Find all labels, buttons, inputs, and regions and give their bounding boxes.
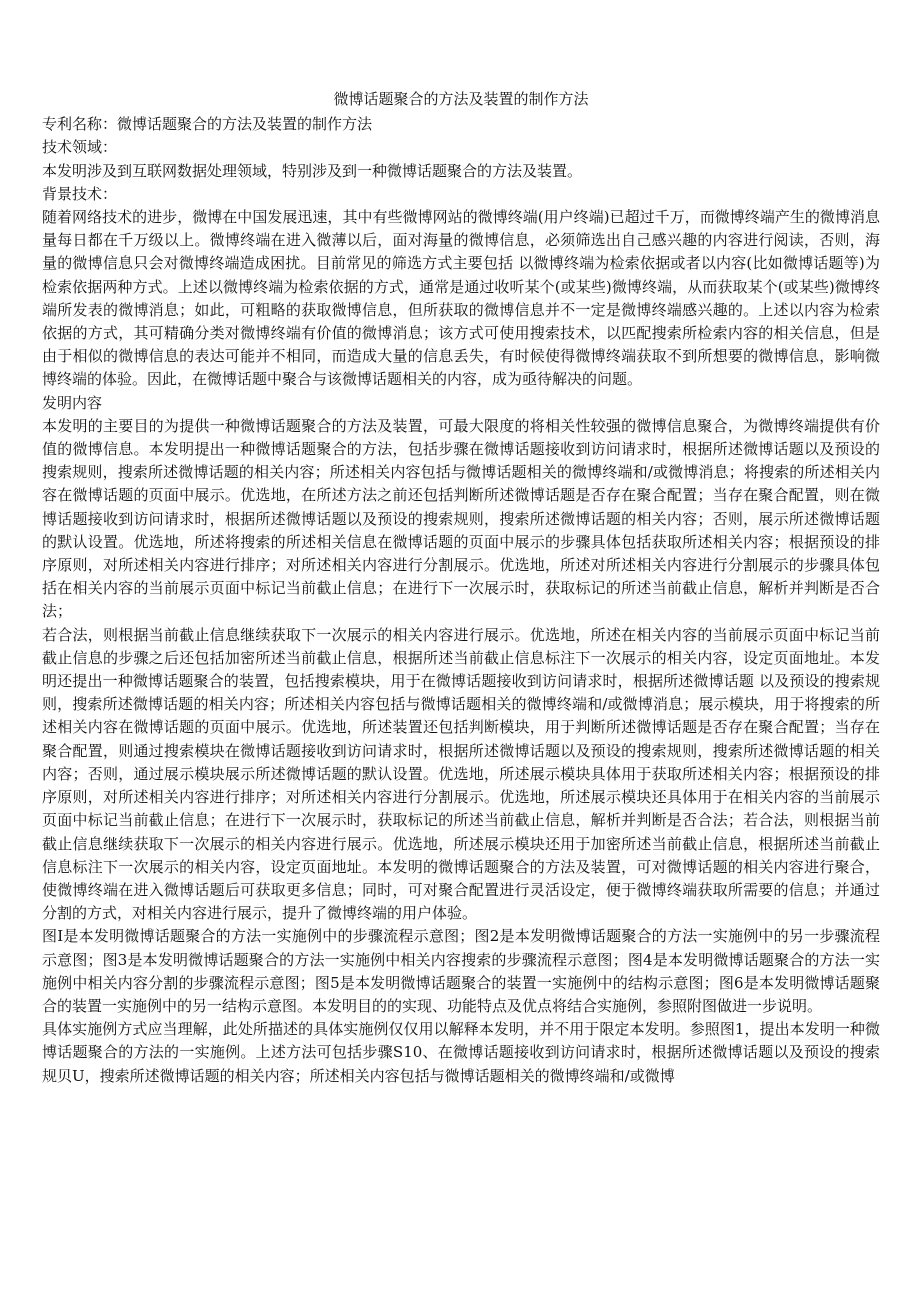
background-paragraph: 随着网络技术的进步，微博在中国发展迅速，其中有些微博网站的微博终端(用户终端)已超过千万，而微博终端产生的微博消息量每日都在千万级以上。微博终端在进入微薄以后，面对海量的微博信息，必须筛选出自己感兴趣的内容进行阅读，否则，海量的微博信息只会对微博终端造成困扰。目前常见的筛选方式主要包括 以微博终端为检索依据或者以内容(比如微博话题等)为检索依据两种方式。上述以微博终端为检索依据的方式，通常是通过收听某个(或某些)微博终端，从而获取某个(或某些)微博终端所发表的微博消息；如此，可粗略的获取微博信息，但所获取的微博信息并不一定是微博终端感兴趣的。上述以内容为检索依据的方式，其可精确分类对微博终端有价值的微博消息；该方式可使用搜索技术，以匹配搜索所检索内容的相关信息，但是由于相似的微博信息的表达可能并不相同，而造成大量的信息丢失，有时候使得微博终端获取不到所想要的微博信息，影响微博终端的体验。因此，在微博话题中聚合与该微博话题相关的内容，成为亟待解决的问题。 <box>42 208 880 389</box>
section-heading-tech-field: 技术领域： <box>42 138 118 157</box>
invention-paragraph-1: 本发明的主要目的为提供一种微博话题聚合的方法及装置，可最大限度的将相关性较强的微博信息聚合，为微博终端提供有价值的微博信息。本发明提出一种微博话题聚合的方法，包括步骤在微博话题接收到访问请求时，根据所述微博话题以及预设的搜索规则，搜索所述微博话题的相关内容；所述相关内容包括与微博话题相关的微博终端和/或微博消息；将搜索的所述相关内容在微博话题的页面中展示。优选地，在所述方法之前还包括判断所述微博话题是否存在聚合配置；当存在聚合配置，则在微博话题接收到访问请求时，根据所述微博话题以及预设的搜索规则，搜索所述微博话题的相关内容；否则，展示所述微博话题的默认设置。优选地，所述将搜索的所述相关信息在微博话题的页面中展示的步骤具体包括获取所述相关内容；根据预设的排序原则，对所述相关内容进行排序；对所述相关内容进行分割展示。优选地，所述对所述相关内容进行分割展示的步骤具体包括在相关内容的当前展示页面中标记当前截止信息；在进行下一次展示时，获取标记的所述当前截止信息，解析并判断是否合法； <box>42 416 880 621</box>
document-page <box>42 88 880 1088</box>
embodiment-paragraph: 具体实施例方式应当理解，此处所描述的具体实施例仅仅用以解释本发明，并不用于限定本发明。参照图1，提出本发明一种微博话题聚合的方法的一实施例。上述方法可包括步骤S10、在微博话题接收到访问请求时，根据所述微博话题以及预设的搜索规贝U，搜索所述微博话题的相关内容；所述相关内容包括与微博话题相关的微博终端和/或微博 <box>42 1020 880 1085</box>
invention-paragraph-2: 若合法，则根据当前截止信息继续获取下一次展示的相关内容进行展示。优选地，所述在相关内容的当前展示页面中标记当前截止信息的步骤之后还包括加密所述当前截止信息，根据所述当前截止信息标注下一次展示的相关内容，设定页面地址。本发明还提出一种微博话题聚合的装置，包括搜索模块，用于在微博话题接收到访问请求时，根据所述微博话题 以及预设的搜索规则，搜索所述微博话题的相关内容；所述相关内容包括与微博话题相关的微博终端和/或微博消息；展示模块，用于将搜索的所述相关内容在微博话题的页面中展示。优选地，所述装置还包括判断模块，用于判断所述微博话题是否存在聚合配置；当存在聚合配置，则通过搜索模块在微博话题接收到访问请求时，根据所述微博话题以及预设的搜索规则，搜索所述微博话题的相关内容；否则，通过展示模块展示所述微博话题的默认设置。优选地，所述展示模块具体用于获取所述相关内容；根据预设的排序原则，对所述相关内容进行排序；对所述相关内容进行分割展示。优选地，所述展示模块还具体用于在相关内容的当前展示页面中标记当前截止信息；在进行下一次展示时，获取标记的所述当前截止信息，解析并判断是否合法；若合法，则根据当前截止信息继续获取下一次展示的相关内容进行展示。优选地，所述展示模块还用于加密所述当前截止信息，根据所述当前截止信息标注下一次展示的相关内容，设定页面地址。本发明的微博话题聚合的方法及装置，可对微博话题的相关内容进行聚合，使微博终端在进入微博话题后可获取更多信息；同时，可对聚合配置进行灵活设定，便于微博终端获取所需要的信息；并通过分割的方式，对相关内容进行展示，提升了微博终端的用户体验。 <box>42 625 880 923</box>
figures-paragraph: 图I是本发明微博话题聚合的方法一实施例中的步骤流程示意图；图2是本发明微博话题聚合的方法一实施例中的另一步骤流程示意图；图3是本发明微博话题聚合的方法一实施例中相关内容搜索的步骤流程示意图；图4是本发明微博话题聚合的方法一实施例中相关内容分割的步骤流程示意图；图5是本发明微博话题聚合的装置一实施例中的结构示意图；图6是本发明微博话题聚合的装置一实施例中的另一结构示意图。本发明目的的实现、功能特点及优点将结合实施例，参照附图做进一步说明。 <box>42 927 880 1015</box>
patent-name: 专利名称：微博话题聚合的方法及装置的制作方法 <box>42 115 373 134</box>
section-heading-background: 背景技术： <box>42 184 118 203</box>
section-heading-invention: 发明内容 <box>42 393 103 412</box>
document-title: 微博话题聚合的方法及装置的制作方法 <box>333 90 589 108</box>
tech-field-paragraph: 本发明涉及到互联网数据处理领域，特别涉及到一种微博话题聚合的方法及装置。 <box>42 161 583 180</box>
